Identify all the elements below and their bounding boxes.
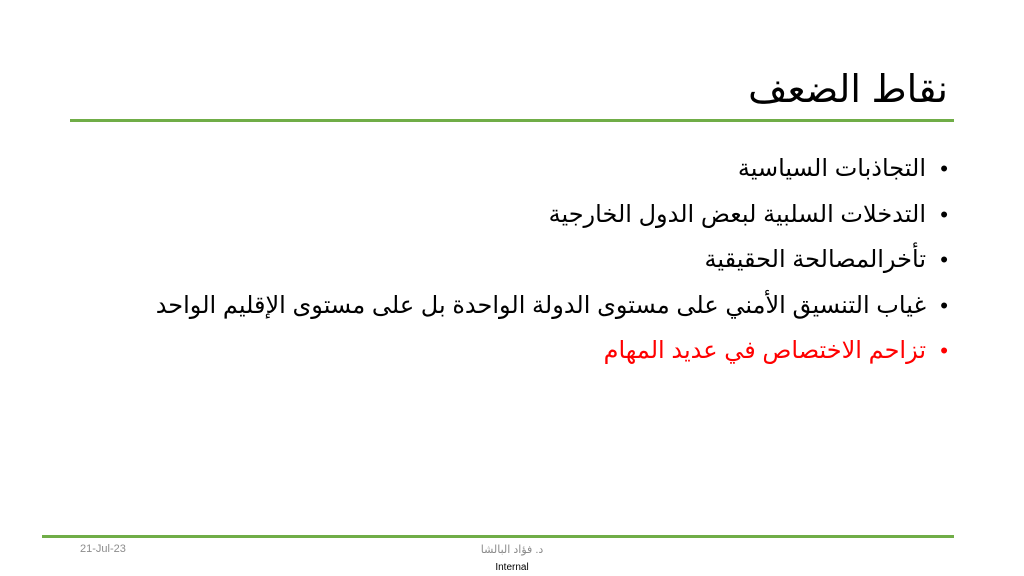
bullet-text: التجاذبات السياسية xyxy=(737,155,926,182)
title-divider xyxy=(70,119,954,122)
bullet-item xyxy=(68,283,948,329)
bullet-text: تزاحم الاختصاص في عديد المهام xyxy=(603,337,926,364)
bullet-marker-icon: • xyxy=(940,292,948,318)
bullet-marker-icon: • xyxy=(940,156,948,181)
footer-author: د. فؤاد البالشا xyxy=(480,544,544,556)
bullet-marker-icon: • xyxy=(940,338,948,363)
bullet-item xyxy=(68,192,948,238)
bullet-text: غياب التنسيق الأمني على مستوى الدولة الواحدة بل على مستوى الإقليم الواحد xyxy=(155,291,926,319)
slide-title: نقاط الضعف xyxy=(748,69,948,111)
bullet-text: تأخرالمصالحة الحقيقية xyxy=(704,246,926,273)
footer-divider xyxy=(42,535,954,538)
classification-label: Internal xyxy=(495,562,529,573)
bullet-text: التدخلات السلبية لبعض الدول الخارجية xyxy=(548,200,926,228)
bullet-item xyxy=(68,237,948,283)
footer-date: 21-Jul-23 xyxy=(80,543,126,555)
bullet-list xyxy=(68,146,948,374)
bullet-item-highlighted xyxy=(68,328,948,374)
bullet-marker-icon: • xyxy=(940,247,948,272)
bullet-item xyxy=(68,146,948,192)
bullet-marker-icon: • xyxy=(940,201,948,227)
